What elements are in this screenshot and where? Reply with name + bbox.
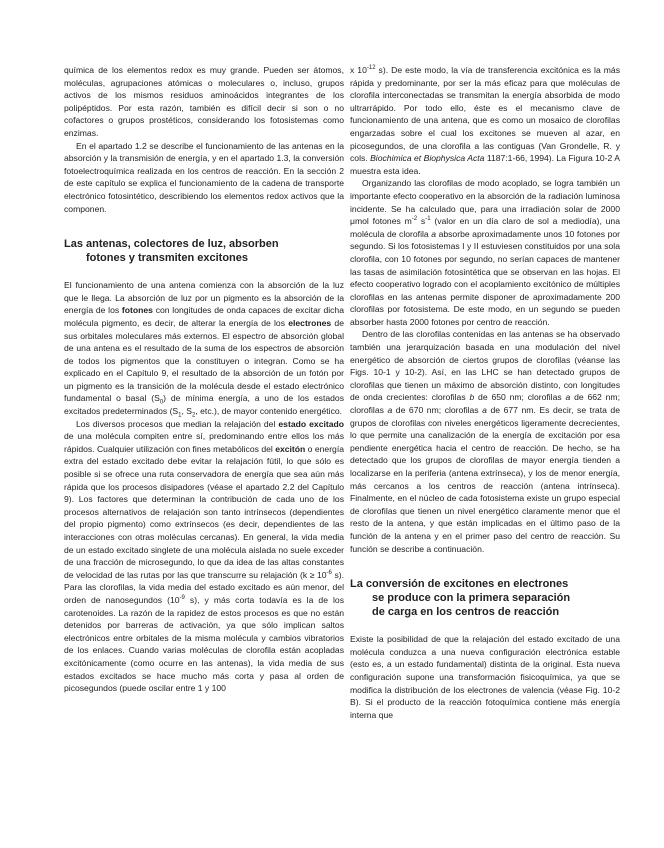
text-run: Dentro de las clorofilas contenidas en las antenas se ha observado también una jerarquización basada en una modulación del nivel energético de absorción de ciertos grupos de clorofilas (véanse las Figs. 10-1 y 10-2). Así, en las LHC se han detectado grupos de clorofilas que tienen un máximo de absorción distinto, con longitudes de onda crecientes: clorofilas xyxy=(350,329,620,403)
heading-line: fotones y transmiten excitones xyxy=(86,252,248,265)
journal-title: Biochimica et Biophysica Acta xyxy=(370,153,485,164)
superscript: -9 xyxy=(179,595,185,602)
bold-term: fotones xyxy=(121,305,153,316)
paragraph xyxy=(350,64,620,177)
italic-term: a xyxy=(387,405,393,416)
right-column xyxy=(350,64,620,721)
text-run: x 10 xyxy=(350,65,367,75)
heading-line: se produce con la primera separación xyxy=(372,592,571,605)
subscript: 2 xyxy=(192,412,196,419)
text-run: de una molécula compiten entre sí, predominando entre ellos los más rápidos. Cualquier utilización con fines metabólicos del xyxy=(64,431,344,454)
heading-line: Las antenas, colectores de luz, absorben xyxy=(64,238,279,251)
text-run: ) de mínima energía, a uno de los estados excitados predeterminados (S xyxy=(64,393,344,417)
paragraph xyxy=(64,279,344,418)
heading-line: de carga en los centros de reacción xyxy=(372,606,560,619)
italic-term: a xyxy=(565,392,571,403)
text-run: , S xyxy=(181,406,193,417)
text-run: de 670 nm; clorofilas xyxy=(392,405,483,416)
text-run: absorbe aproximadamente unos 10 fotones por segundo. Si los fotosistemas I y II estuviesen constituidos por una sola clorofila, con 10 fotones por segundo, no serían capaces de mantener las tasas de asimilación fotosintética que se observan en las hojas. El efecto cooperativo logrado con el acoplamiento excitónico de múltiples clorofilas en las antenas permite disponer de aproximadamente 200 clorofilas por fotosistema. De este modo, en un segundo se pueden absorber hasta 2000 fotones por centro de reacción. xyxy=(350,228,620,327)
text-run: s), y más corta todavía es la de los carotenoides. La razón de la rapidez de estos procesos es que no están detenidos por barreras de activación, ya que sólo implican saltos electrónicos entre orbitales de la misma molécula y cambios vibratorios de los enlaces. Cuando varias moléculas de clorofila están acopladas excitónicamente (como ocurre en las antenas), la vida media de sus estados excitados se hace mucho más corta y pasa al orden de picosegundos (puede oscilar entre 1 y 100 xyxy=(64,594,345,694)
text-run: o energía extra del estado excitado debe evitar la relajación fútil, lo que sólo es posible si se ofrece una ruta conservadora de energía que sea aún más rápida que los procesos disipadores (véase el apartado 2.2 del Capítulo 9). Los factores que determinan la contribución de cada uno de los procesos alternativos de relajación son tanto intrínsecos (dependientes del propio pigmento) como extrínsecos (es decir, dependientes de las interacciones con otras moléculas cercanas). En general, la vida media de un estado excitado singlete de una molécula aislada no suele exceder de una fracción de microsegundo, lo que da idea de las altas constantes de velocidad de las rutas por las que transcurre su relajación (k ≥ 10 xyxy=(64,443,344,580)
text-run: s). De este modo, la vía de transferencia excitónica es la más rápida y predominante, por ser la más eficaz para que moléculas de clorofila interconectadas se transmitan la energía absorbida de modo ultrarrápido. Por todo ello, éste es el mecanismo clave de funcionamiento de una antena, que es como un mosaico de clorofilas engarzadas sobre el cual los excitones se mueven al azar, en picosegundos, de una clorofila a las contiguas (Van Grondelle, R. y cols. xyxy=(350,65,620,164)
text-run: de 677 nm. Es decir, se trata de grupos de clorofilas con niveles energéticos ligeramente decrecientes, lo que permite una canalización de la energía de excitación por esa pendiente energética hacia el centro de reacción. De hecho, se ha detectado que los grupos de clorofilas de mayor energía tienden a localizarse en la periferia (antena extrínseca), y los de menor energía, más cercanos a los centros de reacción (antena intrínseca). Finalmente, en el núcleo de cada fotosistema existe un grupo especial de clorofilas que tienen un nivel energético claramente menor que el resto de la antena, y que están implicadas en el último paso de la función de la antena y en el primer paso del centro de reacción. Su función se describe a continuación. xyxy=(350,405,620,554)
paragraph xyxy=(350,328,620,555)
paragraph xyxy=(64,418,344,695)
paragraph xyxy=(64,64,344,140)
superscript: -6 xyxy=(326,569,332,576)
superscript: -12 xyxy=(366,65,376,72)
bold-term: electrones xyxy=(288,317,332,328)
text-run: Organizando las clorofilas de modo acoplado, se logra también un importante efecto cooperativo en la absorción de la radiación luminosa incidente. Se ha calculado que, para una irradiación solar de 2000 μmol fotones m xyxy=(350,178,620,227)
text-run: s). Para las clorofilas, la vida media del estado excitado es aún menor, del orden de nanosegundos (10 xyxy=(64,569,344,605)
paragraph xyxy=(64,140,344,216)
paragraph-text: química de los elementos redox es muy grande. Pueden ser átomos, moléculas, agrupaciones atómicas o moleculares o, incluso, grupos activos de los mismos residuos aminoácidos integrantes de los polipéptidos. Por esta razón, también es difícil decir si son o no cofactores o grupos prostéticos, considerando los fotosistemas como enzimas. xyxy=(64,65,344,138)
text-run: con longitudes de onda capaces de excitar dicha molécula pigmento, es decir, de alterar la energía de los xyxy=(64,305,344,328)
text-run: de sus orbitales moleculares más externos. El espectro de absorción global de una antena es el resultado de la suma de los espectros de absorción de todos los pigmentos que la constituyen o integran. Como se ha explicado en el Capítulo 9, el resultado de la absorción de un fotón por un pigmento es la transición de la molécula desde el estado electrónico fundamental o basal (S xyxy=(64,317,344,404)
text-run: de 662 nm; clorofilas xyxy=(350,392,620,416)
subscript: 0 xyxy=(159,400,164,407)
subscript: 1 xyxy=(178,412,182,419)
superscript: -2 xyxy=(411,216,418,223)
paragraph-text: Existe la posibilidad de que la relajación del estado excitado de una molécula conduzca a una nueva configuración electrónica estable (esto es, a un estado fundamental) distinta de la original. Esta nueva configuración supone una transformación fisicoquímica, ya que se modifica la distribución de los electrones de valencia (véase Fig. 10-2 B). Si el producto de la reacción fotoquímica contiene más energía interna que xyxy=(350,634,620,720)
paragraph xyxy=(350,633,620,721)
bold-term: estado excitado xyxy=(278,418,344,429)
text-run: 1187:1-66, 1994). La Figura 10-2 A muestra esta idea. xyxy=(350,153,620,176)
text-run: El funcionamiento de una antena comienza con la absorción de la luz que le llega. La absorción de luz por un pigmento es la absorción de la energía de los xyxy=(64,280,344,316)
left-column xyxy=(64,64,344,695)
italic-term: a xyxy=(482,405,487,416)
text-run: de 650 nm; clorofilas xyxy=(474,392,566,403)
section-heading xyxy=(350,577,620,619)
paragraph xyxy=(350,177,620,328)
text-run: (valor en un día claro de sol a mediodía), una molécula de clorofila xyxy=(350,216,620,239)
heading-line: La conversión de excitones en electrones xyxy=(350,578,569,591)
superscript: -1 xyxy=(425,216,431,223)
text-run: s xyxy=(417,216,426,227)
text-run: , etc.), de mayor contenido energético. xyxy=(195,406,343,417)
section-heading xyxy=(64,237,344,265)
italic-term: b xyxy=(469,392,475,403)
bold-term: excitón xyxy=(275,443,306,454)
text-run: Los diversos procesos que median la relajación del xyxy=(76,418,279,429)
italic-term: a xyxy=(431,228,437,239)
paragraph-text: En el apartado 1.2 se describe el funcionamiento de las antenas en la absorción y la transmisión de energía, y en el apartado 1.3, la conversión fotoelectroquímica realizada en los centros de reacción. En la sección 2 de este capítulo se explica el funcionamiento de la cadena de transporte electrónico fotosintético, describiendo los elementos redox activos que la componen. xyxy=(64,140,344,214)
